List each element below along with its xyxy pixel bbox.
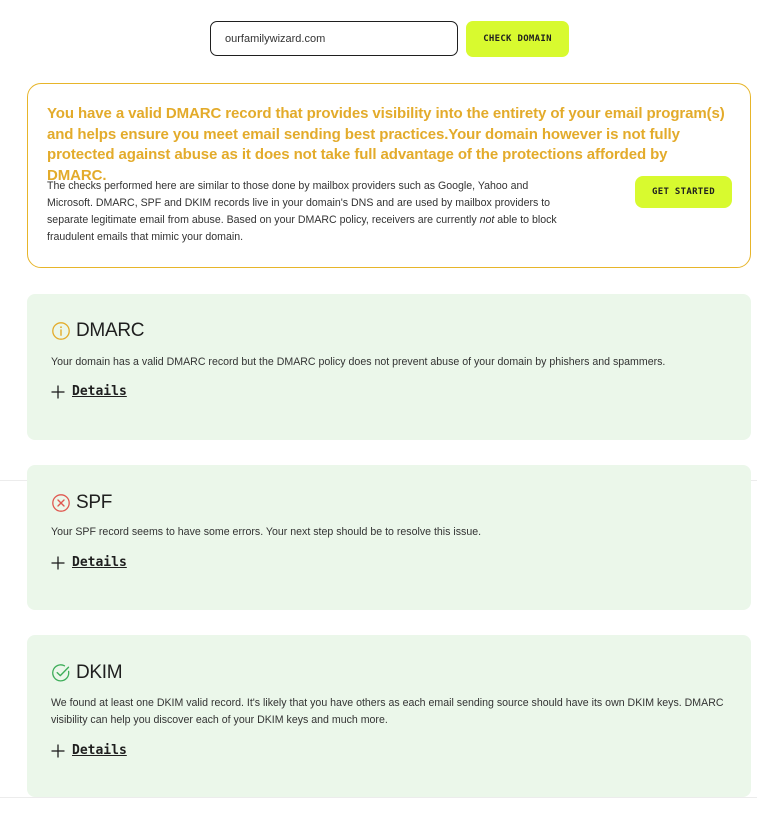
dmarc-details-toggle[interactable] xyxy=(51,384,127,399)
domain-input[interactable] xyxy=(210,21,458,56)
plus-icon xyxy=(51,744,65,758)
plus-icon xyxy=(51,385,65,399)
spf-title-row xyxy=(51,492,112,514)
dkim-description: We found at least one DKIM valid record. It's likely that you have others as each email sending source should have its own DKIM keys. DMARC visibility can help you discover each of your DKIM keys and much more. xyxy=(51,697,724,726)
details-link[interactable]: Details xyxy=(72,384,127,399)
dkim-check-card xyxy=(27,635,751,797)
result-summary-box xyxy=(27,83,751,268)
x-circle-icon xyxy=(51,493,71,513)
dmarc-description: Your domain has a valid DMARC record but the DMARC policy does not prevent abuse of your domain by phishers and spammers. xyxy=(51,356,666,368)
dkim-title: DKIM xyxy=(76,662,123,683)
details-link[interactable]: Details xyxy=(72,743,127,758)
spf-title: SPF xyxy=(76,492,113,513)
section-divider xyxy=(0,797,757,798)
check-circle-icon xyxy=(51,663,71,683)
dkim-details-toggle[interactable] xyxy=(51,743,127,758)
result-explanation: The checks performed here are similar to those done by mailbox providers such as Google, Yahoo and Microsoft. DMARC, SPF and DKIM records live in your domain's DNS and are used by mailbox providers to separate legitimate email from abuse. Based on your DMARC policy, receivers are currently not able to block fraudulent emails that mimic your domain. xyxy=(47,180,557,243)
spf-details-toggle[interactable] xyxy=(51,555,127,570)
plus-icon xyxy=(51,556,65,570)
spf-description: Your SPF record seems to have some errors. Your next step should be to resolve this issue. xyxy=(51,526,482,538)
dmarc-check-card xyxy=(27,294,751,440)
get-started-button[interactable]: GET STARTED xyxy=(635,176,732,208)
check-domain-button[interactable]: CHECK DOMAIN xyxy=(466,21,569,57)
spf-check-card xyxy=(27,465,751,610)
dmarc-title: DMARC xyxy=(76,320,145,341)
details-link[interactable]: Details xyxy=(72,555,127,570)
dkim-title-row xyxy=(51,662,122,684)
result-headline: You have a valid DMARC record that provides visibility into the entirety of your email program(s) and helps ensure you meet email sending best practices.Your domain however is not fully protected against abuse as it does not take full advantage of the protections afforded by DMARC. xyxy=(47,105,725,184)
info-circle-icon xyxy=(51,321,71,341)
dmarc-title-row xyxy=(51,320,144,342)
